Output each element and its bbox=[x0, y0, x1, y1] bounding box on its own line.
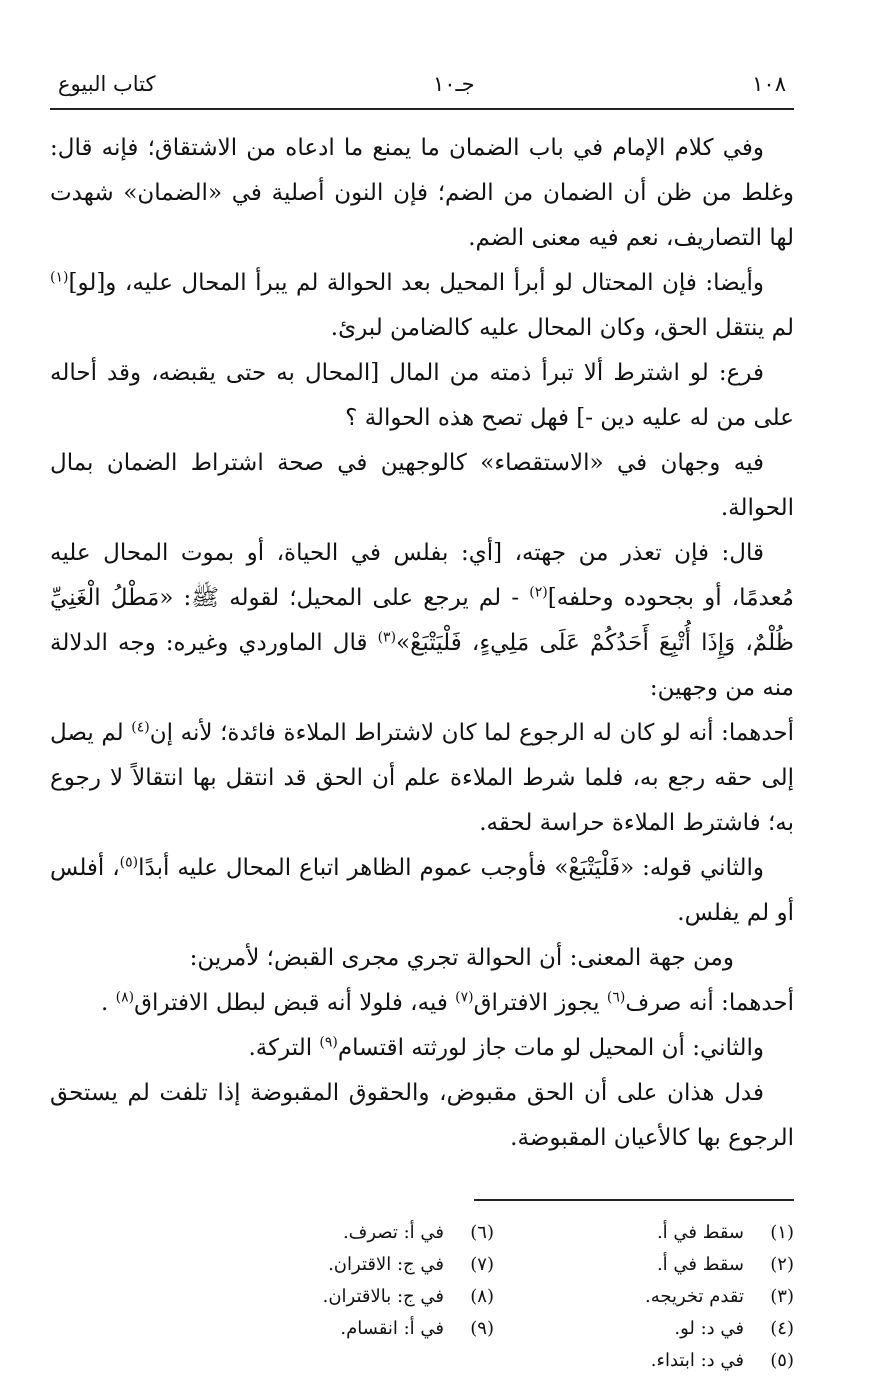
running-header bbox=[50, 70, 794, 110]
footnote-ref: (٩) bbox=[319, 1034, 338, 1051]
paragraph: فرع: لو اشترط ألا تبرأ ذمته من المال [المحال به حتى يقبضه، وقد أحاله على من له عليه دين -] فهل تصح هذه الحوالة ؟ bbox=[50, 360, 794, 431]
paragraph: وفي كلام الإمام في باب الضمان ما يمنع ما ادعاه من الاشتقاق؛ فإنه قال: وغلط من ظن أن الضمان من الضم؛ فإن النون أصلية في «الضمان» شهدت لها التصاريف، نعم فيه معنى الضم. bbox=[50, 135, 794, 251]
footnote-ref: (٢) bbox=[529, 584, 548, 601]
footnote-item: (٦) في أ: تصرف. bbox=[342, 1222, 494, 1243]
footnote-ref: (٨) bbox=[115, 989, 135, 1006]
footnote-column-right bbox=[494, 1217, 794, 1377]
paragraph: فدل هذان على أن الحق مقبوض، والحقوق المقبوضة إذا تلفت لم يستحق الرجوع بها كالأعيان المقبوضة. bbox=[50, 1080, 794, 1151]
paragraph: وأيضا: فإن المحتال لو أبرأ المحيل بعد الحوالة لم يبرأ المحال عليه، و[لو]$^{(١)}$ لم ينتقل الحق، وكان المحال عليه كالضامن لبرئ. bbox=[50, 269, 794, 341]
footnote-item: (٣) تقدم تخريجه. bbox=[645, 1286, 794, 1307]
footnote-item: (٤) في د: لو. bbox=[674, 1318, 794, 1339]
book-title: كتاب البيوع bbox=[58, 72, 156, 96]
volume-label: جـ١٠ bbox=[432, 72, 475, 96]
footnote-item: (٩) في أ: انقسام. bbox=[340, 1318, 494, 1339]
footnote-item: (٢) سقط في أ. bbox=[656, 1254, 794, 1275]
footnote-item: (٨) في ج: بالاقتران. bbox=[322, 1286, 494, 1307]
footnote-item: (٥) في د: ابتداء. bbox=[650, 1350, 794, 1371]
paragraph: ومن جهة المعنى: أن الحوالة تجري مجرى القبض؛ لأمرين: bbox=[189, 945, 734, 971]
footnote-column-left bbox=[194, 1217, 494, 1377]
footnote-ref: (١) bbox=[50, 269, 69, 286]
paragraph: قال: فإن تعذر من جهته، [أي: بفلس في الحياة، أو بموت المحال عليه مُعدمًا، أو بجحوده وحلفه]$^{(٢)}$ - لم يرجع على المحيل؛ لقوله ﷺ: «مَطْلُ الْغَنِيِّ ظُلْمٌ، وَإِذَا أُتْبِعَ أَحَدُكُمْ عَلَى مَلِيءٍ، فَلْيَتْبَعْ»$^{(٣)}$ قال الماوردي وغيره: وجه الدلالة منه من وجهين: bbox=[50, 540, 794, 701]
main-text bbox=[50, 126, 794, 1161]
paragraph: والثاني قوله: «فَلْيَتْبَعْ» فأوجب عموم الظاهر اتباع المحال عليه أبدًا$^{(٥)}$، أفلس أو لم يفلس. bbox=[50, 854, 794, 926]
page-number: ١٠٨ bbox=[752, 72, 786, 96]
paragraph: أحدهما: أنه صرف$^{(٦)}$ يجوز الافتراق$^{(٧)}$ فيه، فلولا أنه قبض لبطل الافتراق$^{(٨)}$ . bbox=[101, 989, 794, 1016]
paragraph: أحدهما: أنه لو كان له الرجوع لما كان لاشتراط الملاءة فائدة؛ لأنه إن$^{(٤)}$ لم يصل إلى حقه رجع به، فلما شرط الملاءة علم أن الحق قد انتقل بها انتقالاً لا رجوع به؛ فاشترط الملاءة حراسة لحقه. bbox=[50, 719, 794, 836]
paragraph: والثاني: أن المحيل لو مات جاز لورثته اقتسام$^{(٩)}$ التركة. bbox=[248, 1034, 764, 1061]
footnote-ref: (٥) bbox=[119, 854, 139, 871]
paragraph: فيه وجهان في «الاستقصاء» كالوجهين في صحة اشتراط الضمان بمال الحوالة. bbox=[50, 450, 794, 521]
footnote-ref: (٣) bbox=[377, 629, 397, 646]
footnote-ref: (٧) bbox=[455, 989, 474, 1006]
footnotes bbox=[50, 1217, 794, 1377]
footnote-item: (١) سقط في أ. bbox=[656, 1222, 794, 1243]
footnote-divider bbox=[474, 1199, 794, 1201]
footnote-ref: (٦) bbox=[606, 989, 626, 1006]
footnote-item: (٧) في ج: الاقتران. bbox=[328, 1254, 494, 1275]
footnote-ref: (٤) bbox=[131, 719, 150, 736]
